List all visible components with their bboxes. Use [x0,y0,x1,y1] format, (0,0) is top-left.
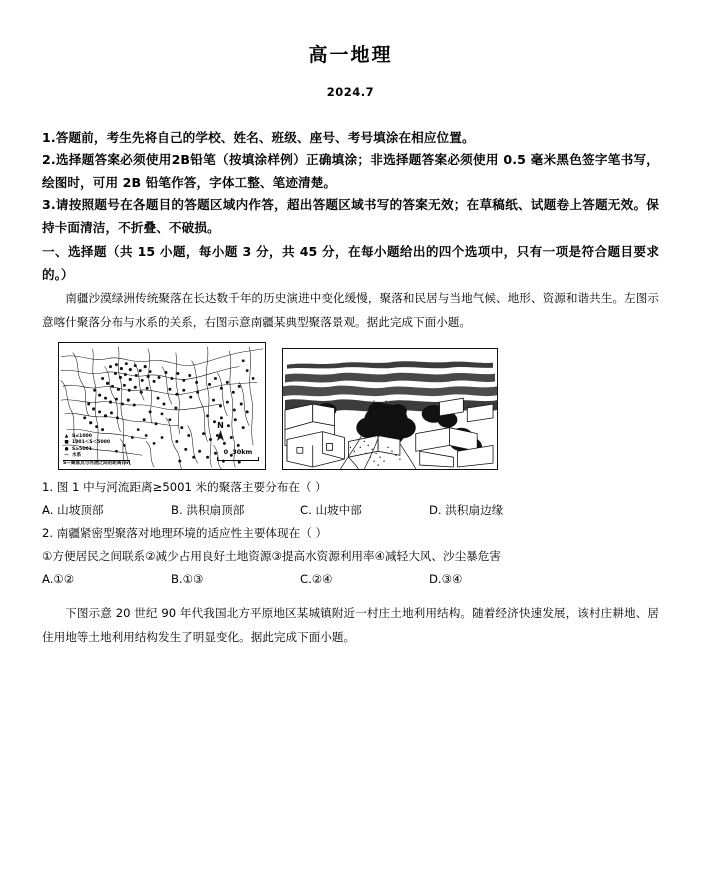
legend-note: S—聚落点与河流之间的距离(m) [63,461,131,467]
legend-entry-3 [63,453,130,459]
scale-min-label: 0 [223,448,229,457]
north-arrow-icon [216,430,225,441]
scale-bar [217,448,259,461]
map-legend [63,434,130,467]
scale-max-label: 30km [232,448,253,457]
north-label: N [217,421,224,431]
question-1-option-a[interactable]: A. 山坡顶部 [42,503,104,518]
passage-1: 南疆沙漠绿洲传统聚落在长达数千年的历史演进中变化缓慢，聚落和民居与当地气候、地形、资源和谐共生。左图示意喀什聚落分布与水系的关系，右图示意南疆某典型聚落景观。据此完成下面小题。 [42,291,659,330]
question-1-stem: 1. 图 1 中与河流距离≥5001 米的聚落主要分布在（ ） [42,480,327,495]
scale-bar-line [217,457,259,461]
section-heading-multiple-choice: 一、选择题（共 15 小题，每小题 3 分，共 45 分，在每小题给出的四个选项中，只有一项是符合题目要求的。） [42,244,659,282]
legend-label-3: 水系 [72,452,82,458]
page-title: 高一地理 [308,44,393,66]
settlement-landscape-drawing [283,349,497,469]
question-2-option-b[interactable]: B.①③ [171,572,204,587]
figure-kashgar-settlement-map [58,342,266,470]
legend-label-2: S≥5001 [72,446,92,452]
question-2-stem: 2. 南疆紧密型聚落对地理环境的适应性主要体现在（ ） [42,526,328,541]
instruction-item-2: 2.选择题答案必须使用2B铅笔（按填涂样例）正确填涂；非选择题答案必须使用 0.5 毫米黑色签字笔书写，绘图时，可用 2B 铅笔作答，字体工整、笔迹清楚。 [42,152,659,190]
exam-date: 2024.7 [326,84,375,99]
passage-2: 下图示意 20 世纪 90 年代我国北方平原地区某城镇附近一村庄土地利用结构。随着经济快速发展，该村庄耕地、居住用地等土地利用结构发生了明显变化。据此完成下面小题。 [42,606,660,645]
question-1-option-d[interactable]: D. 洪积扇边缘 [429,503,504,518]
legend-label-1: 1001＜S＜5000 [72,440,111,446]
question-2-option-d[interactable]: D.③④ [429,572,463,587]
figures-row [42,342,659,470]
question-1-options [42,499,659,522]
line-icon: — [64,452,69,458]
instructions-block [42,127,659,240]
square-icon: ■ [64,440,69,446]
north-arrow [216,422,225,443]
question-1-option-b[interactable]: B. 洪积扇顶部 [171,503,245,518]
circle-icon: ● [64,446,69,452]
figure-settlement-landscape [282,348,498,470]
legend-label-0: S≤1000 [72,434,92,440]
instruction-item-1: 1.答题前，考生先将自己的学校、姓名、班级、座号、考号填涂在相应位置。 [42,129,475,145]
question-2-options [42,568,659,591]
question-2-statements: ①方便居民之间联系②减少占用良好土地资源③提高水资源利用率④减轻大风、沙尘暴危害 [42,549,501,564]
question-2-option-c[interactable]: C.②④ [300,572,333,587]
triangle-icon: ▲ [64,434,69,440]
instruction-item-3: 3.请按照题号在各题目的答题区域内作答，超出答题区域书写的答案无效；在草稿纸、试题卷上答题无效。保持卡面清洁，不折叠、不破损。 [42,197,659,235]
question-2-option-a[interactable]: A.①② [42,572,75,587]
question-1-option-c[interactable]: C. 山坡中部 [300,503,362,518]
